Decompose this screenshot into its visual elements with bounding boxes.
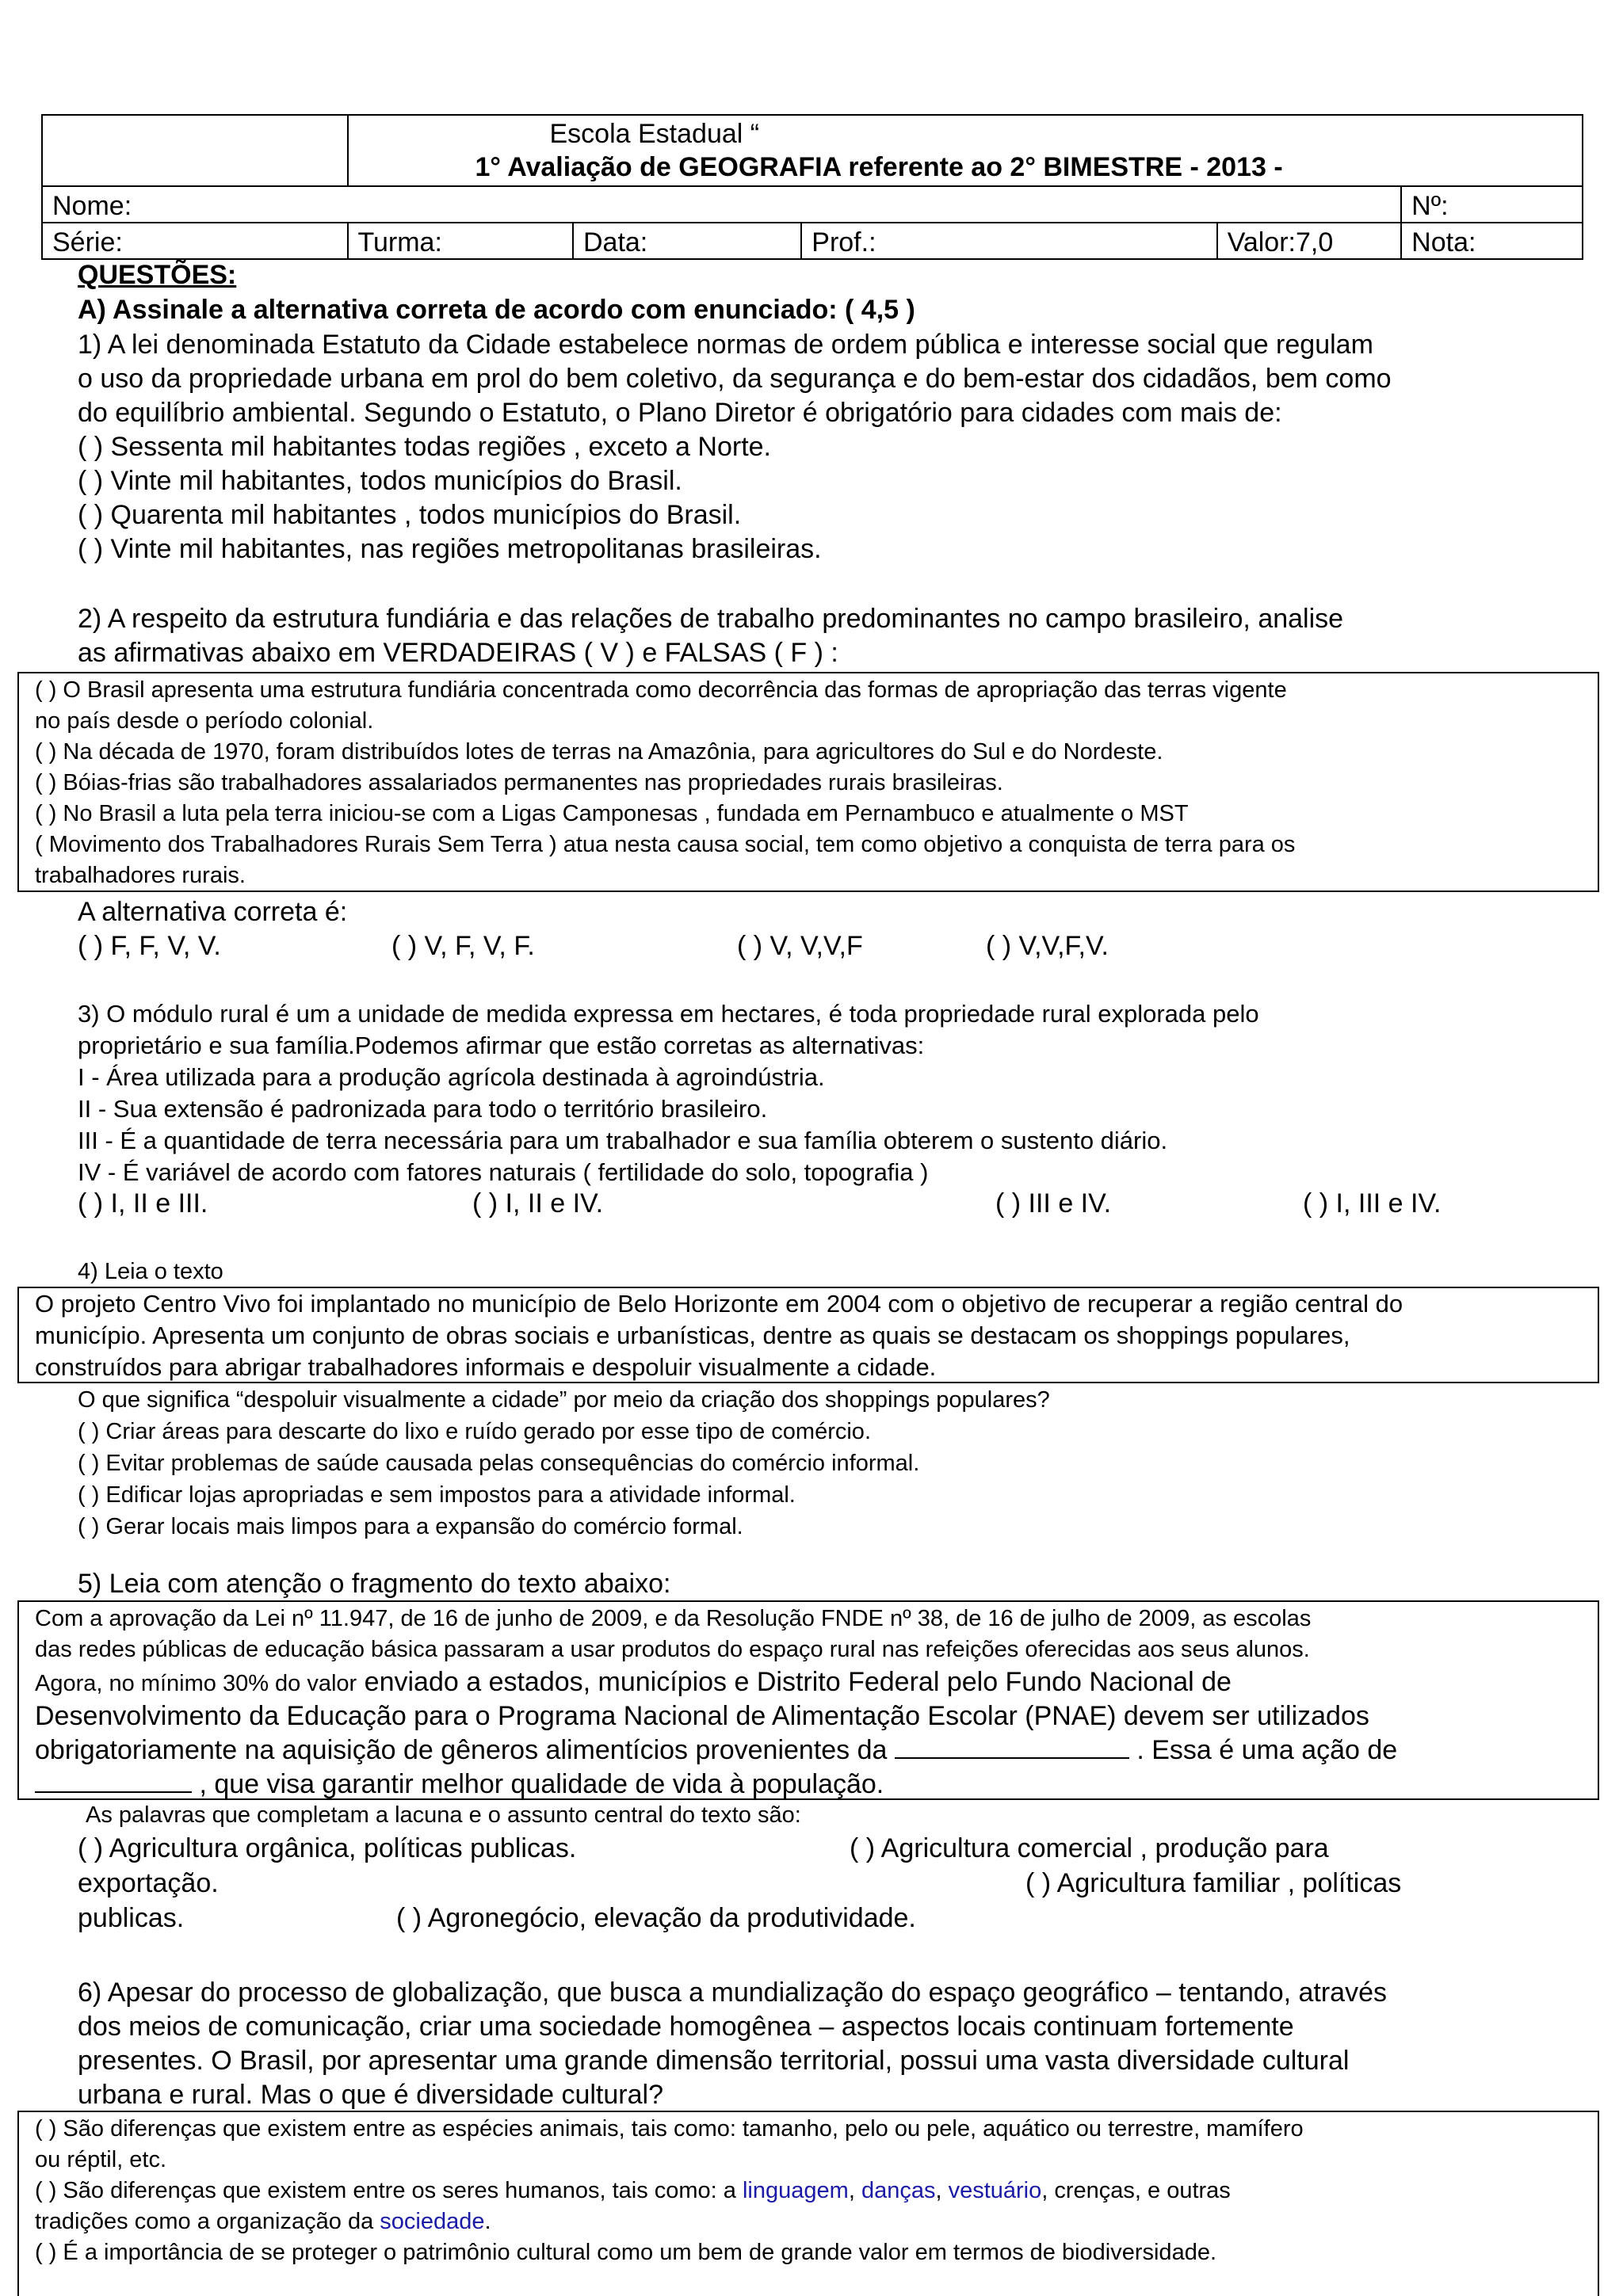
q4-text-line: O projeto Centro Vivo foi implantado no município de Belo Horizonte em 2004 com o objetivo de recuperar a região central do	[35, 1290, 1403, 1318]
q2-option[interactable]: ( ) V, V,V,F	[737, 931, 863, 961]
q5-option-continuation: publicas.	[78, 1903, 185, 1933]
date-label: Data:	[582, 227, 648, 257]
q6-text-segment: tradições como a organização da	[35, 2209, 380, 2234]
q6-options-box	[17, 2111, 1599, 2296]
q4-text-box	[17, 1287, 1599, 1383]
q1-text-line: 1) A lei denominada Estatuto da Cidade estabelece normas de ordem pública e interesse social que regulam	[78, 330, 1373, 360]
q4-label: 4) Leia o texto	[78, 1259, 223, 1284]
number-field[interactable]	[1401, 186, 1583, 223]
class-label: Turma:	[357, 227, 442, 257]
q5-text-segment: obrigatoriamente na aquisição de gêneros alimentícios provenientes da	[35, 1735, 895, 1765]
q2-text-line: as afirmativas abaixo em VERDADEIRAS ( V ) e FALSAS ( F ) :	[78, 638, 838, 668]
q2-statement: ( Movimento dos Trabalhadores Rurais Sem Terra ) atua nesta causa social, tem como objetivo a conquista de terra para os	[35, 832, 1296, 857]
name-label: Nome:	[52, 191, 132, 221]
q5-text-segment: enviado a estados, municípios e Distrito Federal pelo Fundo Nacional de	[357, 1667, 1232, 1697]
q4-text-line: construídos para abrigar trabalhadores informais e despoluir visualmente a cidade.	[35, 1353, 937, 1381]
q1-option[interactable]: ( ) Vinte mil habitantes, todos municípios do Brasil.	[78, 466, 682, 496]
q5-text-line: Com a aprovação da Lei nº 11.947, de 16 de junho de 2009, e da Resolução FNDE nº 38, de 16 de julho de 2009, as escolas	[35, 1606, 1312, 1631]
q3-option[interactable]: ( ) I, II e IV.	[472, 1188, 604, 1219]
q3-option[interactable]: ( ) III e IV.	[995, 1188, 1112, 1219]
q5-text-line	[35, 1665, 1232, 1704]
q6-text-line: dos meios de comunicação, criar uma sociedade homogênea – aspectos locais continuam fortemente	[78, 2012, 1294, 2042]
score-label: Nota:	[1411, 227, 1476, 257]
q2-statement: no país desde o período colonial.	[35, 708, 374, 734]
q3-item: I - Área utilizada para a produção agrícola destinada à agroindústria.	[78, 1063, 825, 1091]
q5-text-line: Desenvolvimento da Educação para o Programa Nacional de Alimentação Escolar (PNAE) devem ser utilizados	[35, 1701, 1369, 1731]
q2-statements-box	[17, 672, 1599, 892]
q2-option[interactable]: ( ) F, F, V, V.	[78, 931, 221, 961]
q6-option[interactable]: ( ) É a importância de se proteger o patrimônio cultural como um bem de grande valor em termos de biodiversidade.	[35, 2240, 1217, 2265]
teacher-field[interactable]	[801, 223, 1216, 259]
q1-text-line: do equilíbrio ambiental. Segundo o Estatuto, o Plano Diretor é obrigatório para cidades com mais de:	[78, 398, 1282, 428]
q4-question: O que significa “despoluir visualmente a cidade” por meio da criação dos shoppings populares?	[78, 1387, 1050, 1413]
q5-text-line: das redes públicas de educação básica passaram a usar produtos do espaço rural nas refeições oferecidas aos seus alunos.	[35, 1637, 1310, 1662]
q5-text-line	[35, 1768, 884, 1802]
q5-text-segment: . Essa é uma ação de	[1128, 1735, 1398, 1765]
q1-option[interactable]: ( ) Sessenta mil habitantes todas regiões , exceto a Norte.	[78, 432, 772, 462]
grade-field[interactable]	[42, 223, 348, 259]
q6-text-line: 6) Apesar do processo de globalização, que busca a mundialização do espaço geográfico – tentando, através	[78, 1978, 1387, 2008]
q5-option[interactable]: ( ) Agricultura familiar , políticas	[1025, 1868, 1402, 1898]
class-field[interactable]	[348, 223, 573, 259]
section-instruction: A) Assinale a alternativa correta de acordo com enunciado: ( 4,5 )	[78, 295, 915, 325]
link-sociedade[interactable]: sociedade	[380, 2209, 485, 2234]
number-label: Nº:	[1411, 191, 1449, 221]
q5-option[interactable]: ( ) Agricultura comercial , produção para	[850, 1833, 1329, 1863]
q3-option[interactable]: ( ) I, II e III.	[78, 1188, 208, 1219]
q6-text-segment: ,	[935, 2178, 949, 2203]
header-logo-cell	[42, 115, 348, 186]
value-field	[1217, 223, 1401, 259]
q5-blank-2[interactable]	[35, 1791, 192, 1793]
q5-question: As palavras que completam a lacuna e o assunto central do texto são:	[86, 1802, 801, 1828]
q6-option[interactable]	[35, 2176, 1231, 2206]
q3-item: II - Sua extensão é padronizada para todo o território brasileiro.	[78, 1095, 768, 1123]
link-vestuario[interactable]: vestuário	[948, 2178, 1042, 2203]
q6-text-segment: ,	[848, 2178, 861, 2203]
q3-text-line: 3) O módulo rural é um a unidade de medida expressa em hectares, é toda propriedade rural explorada pelo	[78, 1000, 1259, 1028]
name-field[interactable]	[42, 186, 1401, 223]
q6-option[interactable]: ( ) São diferenças que existem entre as espécies animais, tais como: tamanho, pelo ou pele, aquático ou terrestre, mamífero	[35, 2116, 1304, 2142]
q6-text-segment: .	[484, 2209, 491, 2234]
q1-text-line: o uso da propriedade urbana em prol do bem coletivo, da segurança e do bem-estar dos cidadãos, bem como	[78, 364, 1392, 394]
q5-label: 5) Leia com atenção o fragmento do texto abaixo:	[78, 1569, 671, 1599]
exam-header-table	[41, 114, 1583, 260]
q6-option-continuation	[35, 2206, 491, 2237]
q4-option[interactable]: ( ) Gerar locais mais limpos para a expansão do comércio formal.	[78, 1514, 743, 1539]
school-name: Escola Estadual “	[549, 119, 760, 149]
link-dancas[interactable]: danças	[861, 2178, 936, 2203]
header-title-cell	[348, 115, 1583, 186]
q5-option[interactable]: ( ) Agricultura orgânica, políticas publicas.	[78, 1833, 577, 1863]
q5-text-line	[35, 1733, 1397, 1768]
q2-statement[interactable]: ( ) Bóias-frias são trabalhadores assalariados permanentes nas propriedades rurais brasileiras.	[35, 770, 1003, 795]
q2-statement[interactable]: ( ) No Brasil a luta pela terra iniciou-se com a Ligas Camponesas , fundada em Pernambuco e atualmente o MST	[35, 801, 1189, 826]
q1-option[interactable]: ( ) Quarenta mil habitantes , todos municípios do Brasil.	[78, 500, 742, 530]
q1-option[interactable]: ( ) Vinte mil habitantes, nas regiões metropolitanas brasileiras.	[78, 534, 822, 564]
q2-answer-label: A alternativa correta é:	[78, 897, 348, 927]
teacher-label: Prof.:	[812, 227, 876, 257]
q5-text-box	[17, 1600, 1599, 1800]
q2-option[interactable]: ( ) V,V,F,V.	[986, 931, 1109, 961]
q2-text-line: 2) A respeito da estrutura fundiária e das relações de trabalho predominantes no campo brasileiro, analise	[78, 604, 1344, 634]
date-field[interactable]	[573, 223, 801, 259]
grade-label: Série:	[52, 227, 123, 257]
q4-option[interactable]: ( ) Criar áreas para descarte do lixo e ruído gerado por esse tipo de comércio.	[78, 1419, 871, 1444]
score-field[interactable]	[1401, 223, 1583, 259]
q2-option[interactable]: ( ) V, F, V, F.	[391, 931, 535, 961]
q2-statement[interactable]: ( ) Na década de 1970, foram distribuídos lotes de terras na Amazônia, para agricultores do Sul e do Nordeste.	[35, 739, 1163, 765]
exam-title: 1° Avaliação de GEOGRAFIA referente ao 2° BIMESTRE - 2013 -	[475, 152, 1283, 182]
link-linguagem[interactable]: linguagem	[742, 2178, 849, 2203]
q6-text-line: urbana e rural. Mas o que é diversidade cultural?	[78, 2080, 663, 2110]
value-label: Valor:7,0	[1227, 227, 1334, 257]
q5-option[interactable]: ( ) Agronegócio, elevação da produtividade.	[396, 1903, 916, 1933]
q3-text-line: proprietário e sua família.Podemos afirmar que estão corretas as alternativas:	[78, 1032, 925, 1059]
q3-option[interactable]: ( ) I, III e IV.	[1303, 1188, 1442, 1219]
q5-option-continuation: exportação.	[78, 1868, 219, 1898]
q2-statement: trabalhadores rurais.	[35, 863, 246, 888]
q5-text-segment: , que visa garantir melhor qualidade de vida à população.	[192, 1769, 884, 1799]
q3-item: IV - É variável de acordo com fatores naturais ( fertilidade do solo, topografia )	[78, 1158, 929, 1186]
q4-option[interactable]: ( ) Edificar lojas apropriadas e sem impostos para a atividade informal.	[78, 1482, 796, 1508]
q6-text-line: presentes. O Brasil, por apresentar uma grande dimensão territorial, possui uma vasta diversidade cultural	[78, 2046, 1350, 2076]
questions-heading: QUESTÕES:	[78, 260, 237, 290]
q6-text-segment: ( ) São diferenças que existem entre os seres humanos, tais como: a	[35, 2178, 743, 2203]
q6-text-segment: , crenças, e outras	[1041, 2178, 1231, 2203]
q4-text-line: município. Apresenta um conjunto de obras sociais e urbanísticas, dentre as quais se destacam os shoppings populares,	[35, 1322, 1350, 1349]
q5-blank-1[interactable]	[895, 1757, 1129, 1759]
q3-item: III - É a quantidade de terra necessária para um trabalhador e sua família obterem o sustento diário.	[78, 1127, 1168, 1154]
q5-text-segment: Agora, no mínimo 30% do valor	[35, 1671, 357, 1696]
q4-option[interactable]: ( ) Evitar problemas de saúde causada pelas consequências do comércio informal.	[78, 1451, 920, 1476]
q2-statement[interactable]: ( ) O Brasil apresenta uma estrutura fundiária concentrada como decorrência das formas de apropriação das terras vigente	[35, 677, 1287, 703]
q6-option-continuation: ou réptil, etc.	[35, 2147, 167, 2172]
